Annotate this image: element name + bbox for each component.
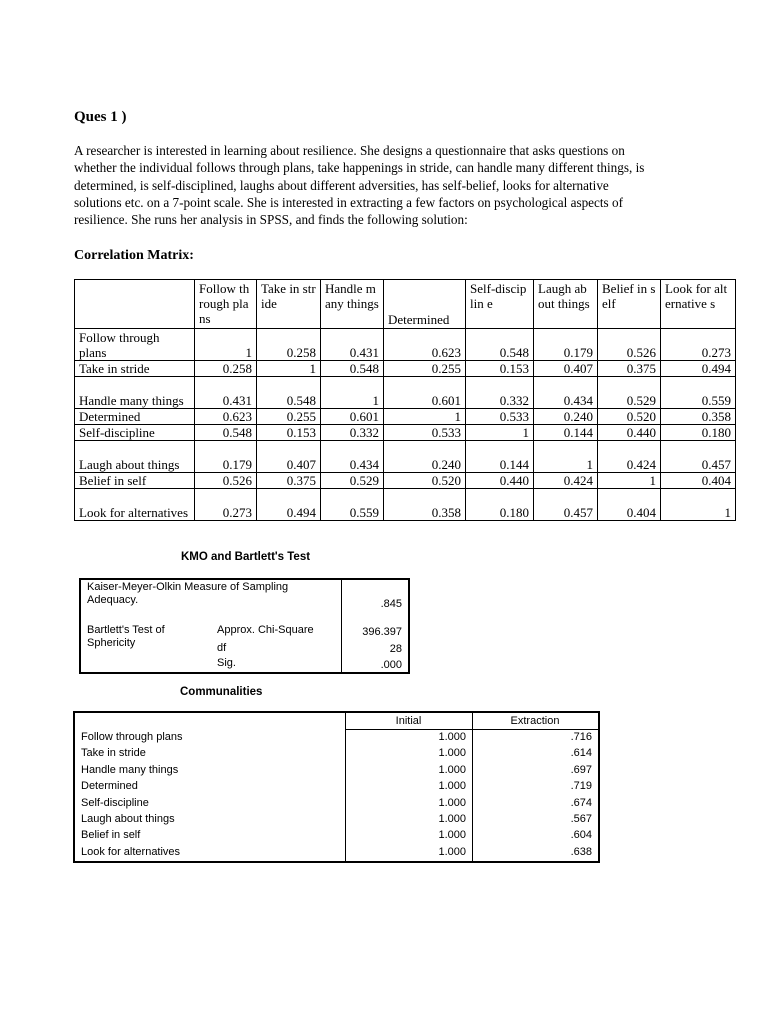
row-label: Belief in self	[81, 829, 141, 842]
table-cell: 0.623	[195, 409, 257, 425]
row-label: Handle many things	[81, 763, 179, 776]
table-cell: 0.623	[384, 329, 466, 361]
table-row	[75, 441, 736, 473]
table-cell: 0.255	[384, 361, 466, 377]
table-cell: 0.434	[534, 377, 598, 409]
table-cell: 0.457	[661, 441, 736, 473]
row-label: Take in stride	[75, 361, 195, 377]
row-label: Self-discipline	[75, 425, 195, 441]
table-row	[75, 764, 598, 780]
row-label: Determined	[81, 780, 138, 793]
table-cell: 0.529	[321, 473, 384, 489]
extraction-value: .697	[570, 763, 592, 776]
column-header: Determined	[384, 280, 466, 329]
table-cell: 0.494	[257, 489, 321, 521]
column-header: Look for alternative s	[661, 280, 736, 329]
column-header: Handle many things	[321, 280, 384, 329]
table-row	[75, 409, 736, 425]
table-cell: 0.533	[384, 425, 466, 441]
initial-value: 1.000	[438, 845, 466, 858]
table-cell: 1	[466, 425, 534, 441]
table-cell: 0.520	[598, 409, 661, 425]
table-cell: 0.601	[384, 377, 466, 409]
row-label: Look for alternatives	[75, 489, 195, 521]
table-cell: 0.240	[534, 409, 598, 425]
chi-square-value: 396.397	[362, 626, 402, 638]
table-cell: 0.548	[195, 425, 257, 441]
row-label: Take in stride	[81, 747, 146, 760]
table-cell: 0.601	[321, 409, 384, 425]
table-row	[75, 829, 598, 845]
table-cell: 0.548	[466, 329, 534, 361]
table-cell: 1	[257, 361, 321, 377]
chi-square-label: Approx. Chi-Square	[217, 624, 314, 636]
table-row	[75, 747, 598, 763]
initial-value: 1.000	[438, 731, 466, 743]
table-row	[75, 361, 736, 377]
column-header: Follow through plans	[195, 280, 257, 329]
question-line: whether the individual follows through plans, take happenings in stride, can handle many different things, is	[74, 160, 645, 176]
row-label: Laugh about things	[81, 813, 175, 825]
initial-value: 1.000	[438, 829, 466, 842]
row-label: Handle many things	[75, 377, 195, 409]
kmo-title: KMO and Bartlett's Test	[181, 551, 311, 563]
question-line: determined, is self-disciplined, laughs about different adversities, has self-belief, looks for alternative	[74, 177, 609, 193]
table-cell: 0.153	[466, 361, 534, 377]
table-cell: 0.424	[534, 473, 598, 489]
table-cell: 1	[321, 377, 384, 409]
table-row	[75, 489, 736, 521]
question-text	[74, 142, 694, 228]
question-line: solutions etc. on a 7-point scale. She is interested in extracting a few factors on psychological aspects of	[74, 194, 623, 210]
table-cell: 0.407	[257, 441, 321, 473]
initial-header: Initial	[395, 715, 422, 727]
table-cell: 0.520	[384, 473, 466, 489]
table-row	[75, 797, 598, 813]
kmo-table	[79, 578, 410, 674]
table-cell: 1	[195, 329, 257, 361]
table-cell: 0.358	[384, 489, 466, 521]
table-cell: 0.424	[598, 441, 661, 473]
table-cell: 0.440	[466, 473, 534, 489]
table-cell: 0.179	[195, 441, 257, 473]
extraction-value: .719	[570, 780, 592, 793]
extraction-value: .674	[570, 796, 592, 809]
table-cell: 0.526	[598, 329, 661, 361]
table-cell: 0.404	[598, 489, 661, 521]
table-cell: 0.358	[661, 409, 736, 425]
table-row	[75, 377, 736, 409]
table-cell: 0.180	[466, 489, 534, 521]
table-cell: 0.529	[598, 377, 661, 409]
extraction-value: .638	[570, 845, 592, 858]
table-cell: 0.144	[534, 425, 598, 441]
table-cell: 0.494	[661, 361, 736, 377]
table-cell: 0.240	[384, 441, 466, 473]
initial-value: 1.000	[438, 747, 466, 760]
table-cell: 0.548	[321, 361, 384, 377]
table-cell: 0.179	[534, 329, 598, 361]
row-label: Determined	[75, 409, 195, 425]
communalities-title: Communalities	[180, 686, 263, 698]
table-cell: 0.559	[321, 489, 384, 521]
row-label: Belief in self	[75, 473, 195, 489]
column-header: Take in stride	[257, 280, 321, 329]
initial-value: 1.000	[438, 813, 466, 825]
table-cell: 0.332	[321, 425, 384, 441]
kmo-label: Kaiser-Meyer-Olkin Measure of Sampling Adequacy.	[87, 581, 289, 606]
extraction-value: .614	[570, 747, 592, 760]
table-cell: 1	[598, 473, 661, 489]
table-cell: 1	[384, 409, 466, 425]
table-row	[75, 813, 598, 829]
table-cell: 0.375	[598, 361, 661, 377]
initial-value: 1.000	[438, 780, 466, 793]
table-cell: 0.434	[321, 441, 384, 473]
table-cell: 0.548	[257, 377, 321, 409]
correlation-matrix-title: Correlation Matrix:	[74, 248, 194, 263]
table-cell: 0.144	[466, 441, 534, 473]
table-cell: 0.526	[195, 473, 257, 489]
table-cell: 0.153	[257, 425, 321, 441]
sig-value: .000	[380, 659, 402, 671]
correlation-header-row	[75, 280, 736, 329]
table-row	[75, 846, 598, 862]
table-cell: 0.180	[661, 425, 736, 441]
communalities-table	[73, 711, 600, 863]
table-row	[75, 425, 736, 441]
table-cell: 0.375	[257, 473, 321, 489]
table-cell: 0.258	[257, 329, 321, 361]
table-cell: 0.431	[195, 377, 257, 409]
extraction-value: .604	[570, 829, 592, 842]
table-cell: 0.440	[598, 425, 661, 441]
row-label: Self-discipline	[81, 796, 149, 809]
table-cell: 0.332	[466, 377, 534, 409]
row-label: Look for alternatives	[81, 845, 181, 858]
column-header: Belief in self	[598, 280, 661, 329]
table-cell: 0.559	[661, 377, 736, 409]
table-row	[75, 473, 736, 489]
table-cell: 0.457	[534, 489, 598, 521]
question-heading: Ques 1 )	[74, 109, 127, 125]
question-line: resilience. She runs her analysis in SPSS, and finds the following solution:	[74, 212, 468, 228]
row-label: Laugh about things	[75, 441, 195, 473]
extraction-value: .567	[570, 813, 592, 825]
table-cell: 0.273	[661, 329, 736, 361]
table-cell: 0.258	[195, 361, 257, 377]
sig-label: Sig.	[217, 657, 236, 669]
table-cell: 0.255	[257, 409, 321, 425]
correlation-matrix-table	[74, 279, 736, 521]
table-cell: 1	[661, 489, 736, 521]
table-cell: 0.533	[466, 409, 534, 425]
table-cell: 0.407	[534, 361, 598, 377]
table-cell: 1	[534, 441, 598, 473]
table-row	[75, 731, 598, 747]
table-cell: 0.431	[321, 329, 384, 361]
df-label: df	[217, 642, 227, 654]
extraction-value: .716	[570, 731, 592, 743]
table-cell: 0.404	[661, 473, 736, 489]
corner-cell	[75, 280, 195, 329]
row-label: Follow through plans	[81, 731, 183, 743]
table-row	[75, 780, 598, 796]
column-header: Laugh about things	[534, 280, 598, 329]
df-value: 28	[389, 643, 402, 655]
column-header: Self-disciplin e	[466, 280, 534, 329]
extraction-header: Extraction	[510, 715, 560, 727]
question-line: A researcher is interested in learning about resilience. She designs a questionnaire that asks questions on	[74, 143, 625, 158]
initial-value: 1.000	[438, 796, 466, 809]
kmo-value: .845	[380, 598, 402, 610]
table-row	[75, 329, 736, 361]
initial-value: 1.000	[438, 763, 466, 776]
row-label: Follow through plans	[75, 329, 195, 361]
bartlett-label: Bartlett's Test of Sphericity	[87, 624, 165, 649]
table-cell: 0.273	[195, 489, 257, 521]
